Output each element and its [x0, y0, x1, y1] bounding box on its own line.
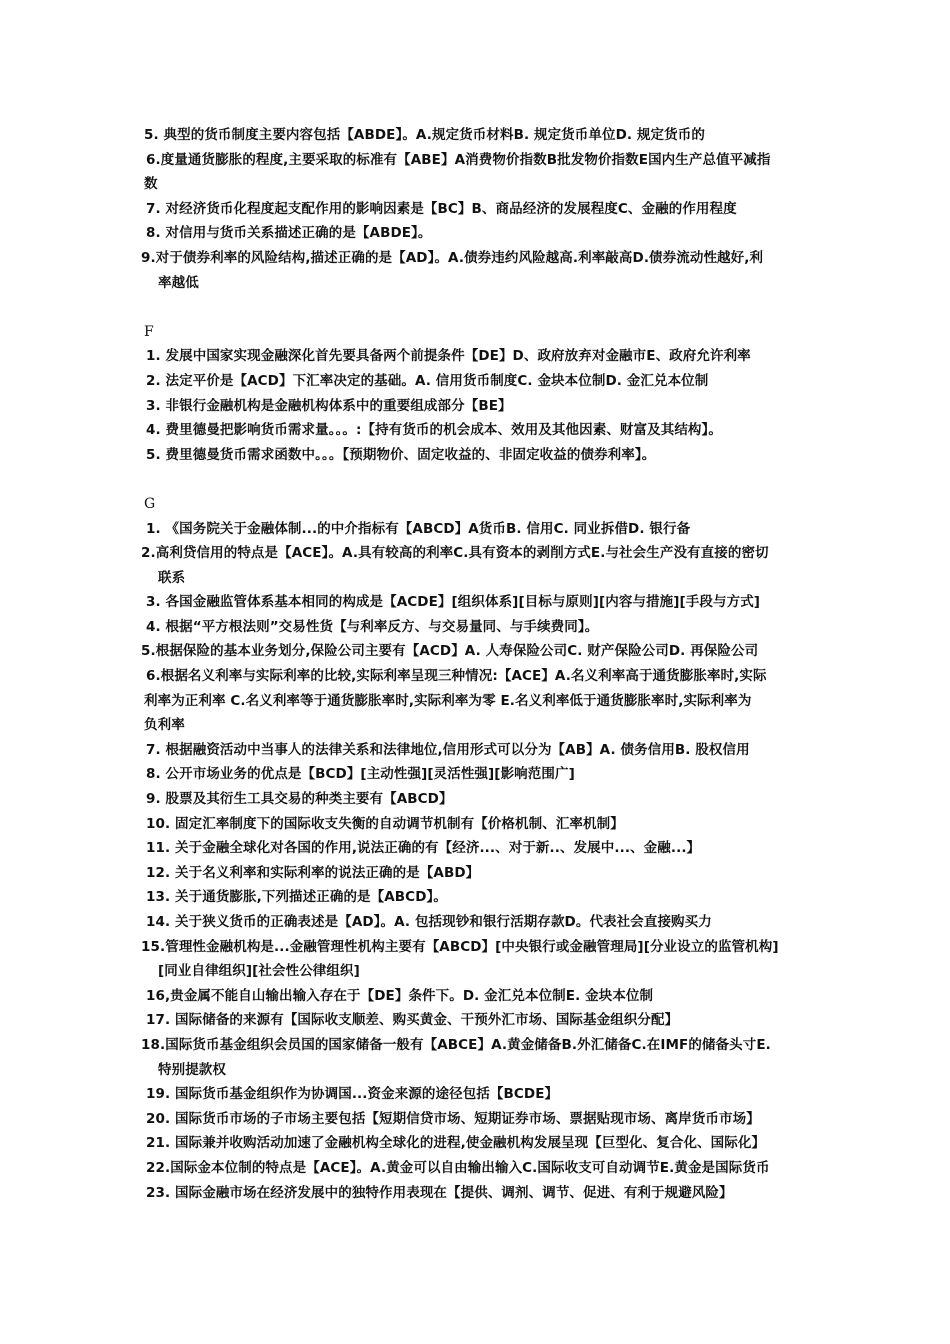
- item-g22: 22.国际金本位制的特点是【ACE】。A.黄金可以自由输出输入C.国际收支可自动调节E.黄金是国际货币: [146, 1159, 770, 1176]
- item-g17: 17. 国际储备的来源有【国际收支顺差、购买黄金、干预外汇市场、国际基金组织分配】: [146, 1012, 679, 1029]
- item-g4: 4. 根据“平方根法则”交易性货【与利率反方、与交易量同、与手续费同】。: [146, 618, 599, 635]
- item-f3: 3. 非银行金融机构是金融机构体系中的重要组成部分【BE】: [146, 397, 512, 414]
- item-g16: 16,贵金属不能自山输出输入存在于【DE】条件下。D. 金汇兑本位制E. 金块本位制: [146, 987, 654, 1004]
- item-g6: 6.根据名义利率与实际利率的比较,实际利率呈现三种情况:【ACE】A.名义利率高于通货膨胀率时,实际: [146, 668, 767, 685]
- section-heading-g: G: [144, 495, 156, 512]
- item-g5: 5.根据保险的基本业务划分,保险公司主要有【ACD】A. 人寿保险公司C. 财产保险公司D. 再保险公司: [141, 643, 759, 660]
- item-g15: 15.管理性金融机构是...金融管理性机构主要有【ABCD】[中央银行或金融管理局][分业设立的监管机构]: [141, 938, 779, 955]
- item-e9-cont: 率越低: [158, 274, 199, 291]
- item-g1: 1. 《国务院关于金融体制...的中介指标有【ABCD】A货币B. 信用C. 同业拆借D. 银行备: [146, 520, 691, 537]
- item-g9: 9. 股票及其衍生工具交易的种类主要有【ABCD】: [146, 791, 453, 808]
- item-e5: 5. 典型的货币制度主要内容包括【ABDE】。A.规定货币材料B. 规定货币单位D. 规定货币的: [144, 127, 705, 143]
- item-e6-cont: 数: [144, 176, 158, 193]
- item-e6: 6.度量通货膨胀的程度,主要采取的标准有【ABE】A消费物价指数B批发物价指数E国内生产总值平减指: [146, 151, 771, 168]
- item-g15-cont: [同业自律组织][社会性公律组织]: [158, 963, 360, 980]
- item-g2-cont: 联系: [158, 569, 186, 586]
- item-g13: 13. 关于通货膨胀,下列描述正确的是【ABCD】。: [146, 889, 447, 906]
- item-g23: 23. 国际金融市场在经济发展中的独特作用表现在【提供、调剂、调节、促进、有利于规避风险】: [146, 1184, 733, 1201]
- item-g12: 12. 关于名义利率和实际利率的说法正确的是【ABD】: [146, 864, 480, 881]
- item-g19: 19. 国际货币基金组织作为协调国...资金来源的途径包括【BCDE】: [146, 1086, 559, 1103]
- item-f4: 4. 费里德曼把影响货币需求量。。。:【持有货币的机会成本、效用及其他因素、财富及其结构】。: [146, 422, 722, 439]
- item-g3: 3. 各国金融监管体系基本相同的构成是【ACDE】[组织体系][目标与原则][内容与措施][手段与方式]: [146, 594, 761, 611]
- item-g8: 8. 公开市场业务的优点是【BCD】[主动性强][灵活性强][影响范围广]: [146, 766, 575, 783]
- item-e7: 7. 对经济货币化程度起支配作用的影响因素是【BC】B、商品经济的发展程度C、金融的作用程度: [146, 200, 737, 217]
- item-g14: 14. 关于狭义货币的正确表述是【AD】。A. 包括现钞和银行活期存款D。代表社会直接购买力: [146, 914, 712, 930]
- document-body: [0, 123, 950, 1205]
- item-f5: 5. 费里德曼货币需求函数中。。。【预期物价、固定收益的、非固定收益的债券利率】。: [146, 446, 656, 463]
- section-spacer: [0, 467, 950, 492]
- item-g21: 21. 国际兼并收购活动加速了金融机构全球化的进程,使金融机构发展呈现【巨型化、复合化、国际化】: [146, 1135, 766, 1152]
- item-g11: 11. 关于金融全球化对各国的作用,说法正确的有【经济...、对于新..、发展中...、金融...】: [146, 840, 701, 857]
- item-f2: 2. 法定平价是【ACD】下汇率决定的基础。A. 信用货币制度C. 金块本位制D. 金汇兑本位制: [146, 372, 709, 389]
- item-g10: 10. 固定汇率制度下的国际收支失衡的自动调节机制有【价格机制、汇率机制】: [146, 815, 624, 832]
- item-g6-cont2: 负利率: [144, 717, 185, 734]
- section-spacer: [0, 295, 950, 320]
- item-g20: 20. 国际货币市场的子市场主要包括【短期信贷市场、短期证券市场、票据贴现市场、离岸货币市场】: [146, 1110, 760, 1127]
- item-g6-cont: 利率为正利率 C.名义利率等于通货膨胀率时,实际利率为零 E.名义利率低于通货膨胀率时,实际利率为: [144, 692, 752, 709]
- item-g18-cont: 特别提款权: [158, 1061, 226, 1078]
- section-heading-f: F: [144, 323, 154, 340]
- item-g2: 2.高利贷信用的特点是【ACE】。A.具有较高的利率C.具有资本的剥削方式E.与社会生产没有直接的密切: [141, 545, 769, 562]
- item-e8: 8. 对信用与货币关系描述正确的是【ABDE】。: [146, 225, 432, 242]
- item-g7: 7. 根据融资活动中当事人的法律关系和法律地位,信用形式可以分为【AB】A. 债务信用B. 股权信用: [146, 741, 750, 758]
- item-e9: 9.对于债券利率的风险结构,描述正确的是【AD】。A.债券违约风险越高.利率敲高D.债券流动性越好,利: [141, 249, 764, 266]
- item-f1: 1. 发展中国家实现金融深化首先要具备两个前提条件【DE】D、政府放弃对金融市E、政府允许利率: [146, 348, 751, 365]
- item-g18: 18.国际货币基金组织会员国的国家储备一般有【ABCE】A.黄金储备B.外汇储备C.在IMF的储备头寸E.: [141, 1036, 771, 1053]
